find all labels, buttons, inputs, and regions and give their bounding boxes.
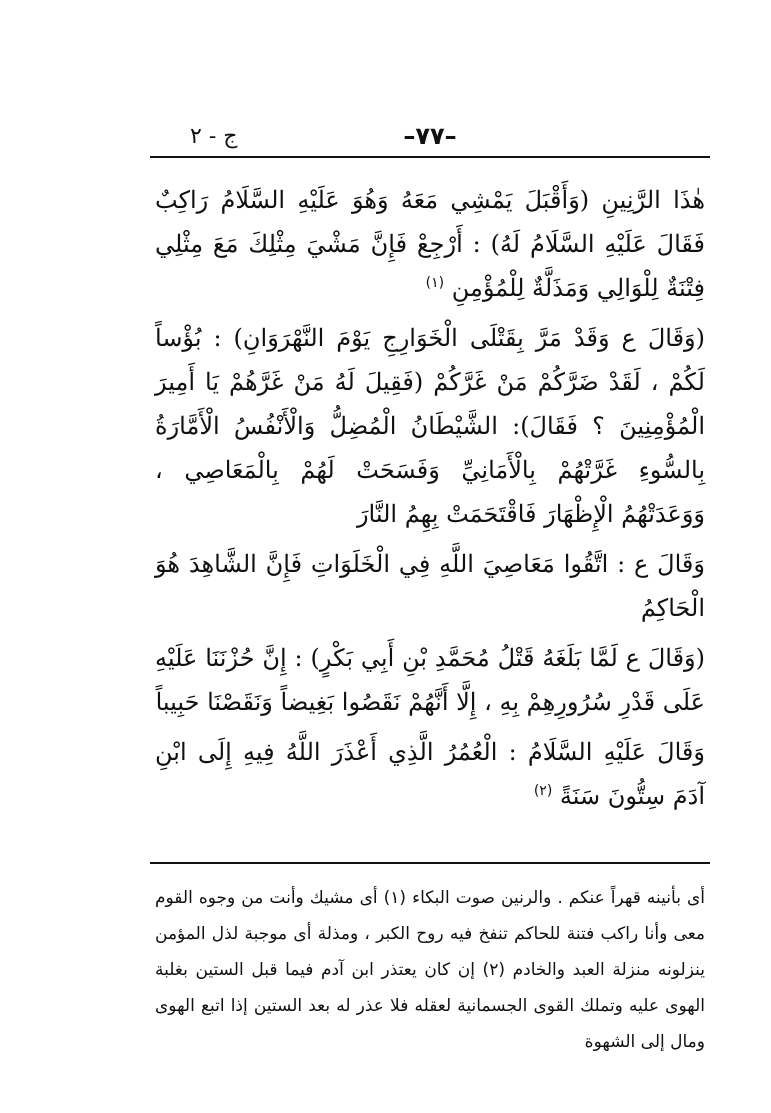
paragraph-3-text: وَقَالَ ع : اتَّقُوا مَعَاصِيَ اللَّهِ فِي الْخَلَوَاتِ فَإِنَّ الشَّاهِدَ هُوَ الْحَاكِمُ <box>155 550 705 622</box>
paragraph-5 <box>155 730 705 818</box>
footnote-ref-1: (١) <box>425 275 445 291</box>
footnote-divider <box>150 862 710 864</box>
page-number: –٧٧– <box>403 122 457 150</box>
page-header <box>150 122 710 154</box>
footnote-ref-2: (٢) <box>533 783 553 799</box>
paragraph-5-text: وَقَالَ عَلَيْهِ السَّلَامُ : الْعُمُرُ الَّذِي أَعْذَرَ اللَّهُ فِيهِ إِلَى ابْنِ آدَمَ سِتُّونَ سَنَةً <box>155 738 705 810</box>
paragraph-2-text: (وَقَالَ ع وَقَدْ مَرَّ بِقَتْلَى الْخَوَارِجِ يَوْمَ النَّهْرَوَانِ) : بُؤْساً لَكُمْ ، لَقَدْ ضَرَّكُمْ مَنْ غَرَّكُمْ (فَقِيلَ لَهُ مَنْ غَرَّهُمْ يَا أَمِيرَ الْمُؤْمِنِينَ ؟ فَقَالَ): الشَّيْطَانُ الْمُضِلُّ وَالْأَنْفُسُ الْأَمَّارَةُ بِالسُّوءِ غَرَّتْهُمْ بِالْأَمَانِيِّ وَفَسَحَتْ لَهُمْ بِالْمَعَاصِي ، وَوَعَدَتْهُمُ الْإِظْهَارَ فَاقْتَحَمَتْ بِهِمُ النَّارَ <box>155 324 706 528</box>
volume-label: ج - ٢ <box>190 124 238 149</box>
header-divider <box>150 156 710 158</box>
paragraph-4-text: (وَقَالَ ع لَمَّا بَلَغَهُ قَتْلُ مُحَمَّدِ بْنِ أَبِي بَكْرٍ) : إِنَّ حُزْنَنَا عَلَيْهِ عَلَى قَدْرِ سُرُورِهِمْ بِهِ ، إِلَّا أَنَّهُمْ نَقَصُوا بَغِيضاً وَنَقَصْنَا حَبِيباً <box>155 644 705 716</box>
footnotes <box>155 880 705 1060</box>
main-text <box>155 178 705 824</box>
paragraph-3 <box>155 542 705 630</box>
paragraph-1-text: هٰذَا الرَّنِينِ (وَأَقْبَلَ يَمْشِي مَعَهُ وَهُوَ عَلَيْهِ السَّلَامُ رَاكِبٌ فَقَالَ عَلَيْهِ السَّلَامُ لَهُ) : أَرْجِعْ فَإِنَّ مَشْيَ مِثْلِكَ مَعَ مِثْلِي فِتْنَةٌ لِلْوَالِي وَمَذَلَّةٌ لِلْمُؤْمِنِ <box>155 186 705 302</box>
paragraph-2 <box>155 316 705 536</box>
footnote-text: أى بأنينه قهراً عنكم . والرنين صوت البكاء (١) أى مشيك وأنت من وجوه القوم معى وأنا راكب فتنة للحاكم تنفخ فيه روح الكبر ، ومذلة أى موجبة لذل المؤمن ينزلونه منزلة العبد والخادم (٢) إن كان يعتذر ابن آدم فيما قبل الستين بغلبة الهوى عليه وتملك القوى الجسمانية لعقله فلا عذر له بعد الستين إذا اتبع الهوى ومال إلى الشهوة <box>155 888 706 1052</box>
paragraph-1 <box>155 178 705 310</box>
paragraph-4 <box>155 636 705 724</box>
